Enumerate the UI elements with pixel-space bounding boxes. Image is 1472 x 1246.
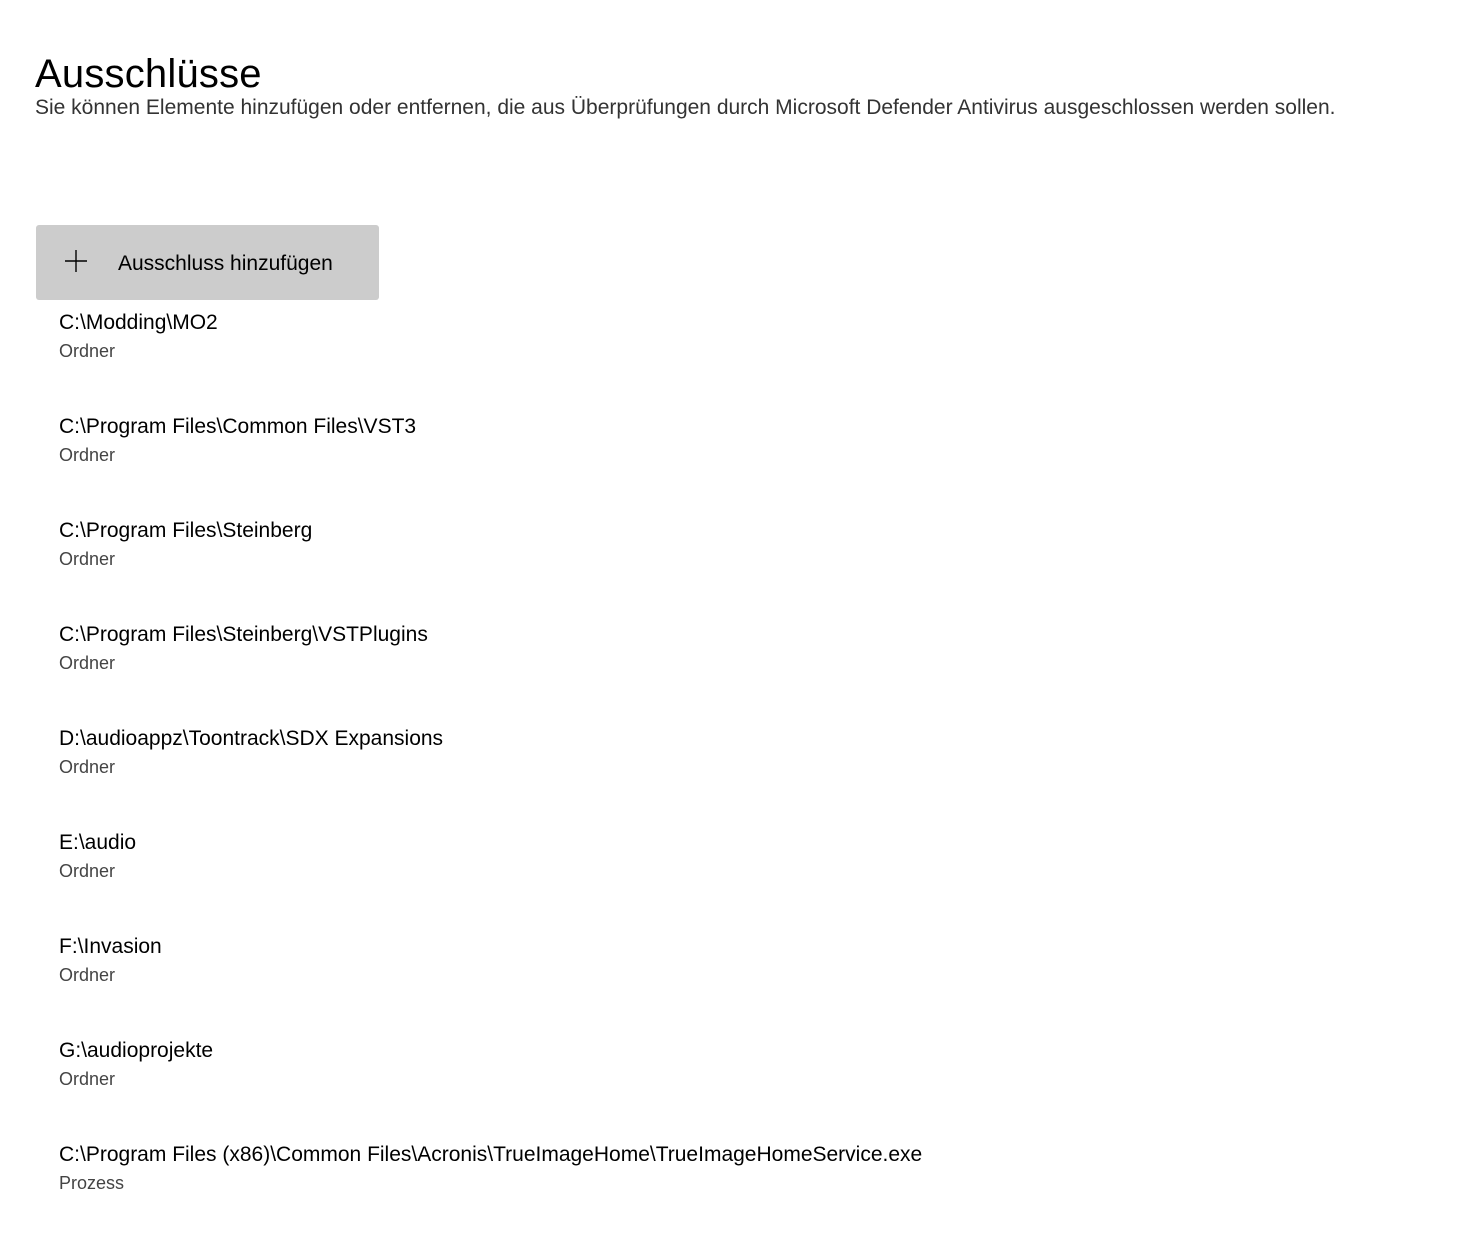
exclusion-type: Ordner	[59, 1069, 116, 1089]
plus-icon	[62, 247, 90, 275]
exclusion-item[interactable]	[38, 510, 1138, 614]
exclusion-path: C:\Program Files\Steinberg	[59, 519, 313, 542]
page-description: Sie können Elemente hinzufügen oder entfernen, die aus Überprüfungen durch Microsoft Defender Antivirus ausgeschlossen werden sollen.	[35, 96, 1336, 119]
exclusion-item[interactable]	[38, 822, 1138, 926]
add-exclusion-label: Ausschluss hinzufügen	[118, 251, 333, 275]
exclusion-item[interactable]	[38, 1030, 1138, 1134]
exclusion-type: Ordner	[59, 965, 116, 985]
exclusion-type: Ordner	[59, 861, 116, 881]
exclusion-path: D:\audioappz\Toontrack\SDX Expansions	[59, 727, 444, 750]
exclusion-list	[38, 302, 1138, 1238]
exclusion-path: C:\Program Files (x86)\Common Files\Acronis\TrueImageHome\TrueImageHomeService.exe	[59, 1143, 923, 1166]
exclusion-type: Prozess	[59, 1173, 125, 1193]
exclusion-path: F:\Invasion	[59, 935, 162, 958]
exclusion-item[interactable]	[38, 614, 1138, 718]
page-title: Ausschlüsse	[35, 51, 262, 96]
exclusion-type: Ordner	[59, 549, 116, 569]
exclusion-item[interactable]	[38, 926, 1138, 1030]
exclusion-type: Ordner	[59, 757, 116, 777]
exclusion-item[interactable]	[38, 406, 1138, 510]
exclusion-type: Ordner	[59, 653, 116, 673]
exclusion-path: C:\Program Files\Steinberg\VSTPlugins	[59, 623, 428, 646]
exclusion-item[interactable]	[38, 302, 1138, 406]
exclusion-path: G:\audioprojekte	[59, 1039, 214, 1062]
add-exclusion-button[interactable]	[36, 225, 379, 300]
exclusion-item[interactable]	[38, 1134, 1138, 1238]
exclusion-path: C:\Program Files\Common Files\VST3	[59, 415, 417, 438]
exclusion-path: E:\audio	[59, 831, 137, 854]
exclusion-type: Ordner	[59, 341, 116, 361]
exclusion-path: C:\Modding\MO2	[59, 311, 218, 334]
exclusion-type: Ordner	[59, 445, 116, 465]
exclusion-item[interactable]	[38, 718, 1138, 822]
